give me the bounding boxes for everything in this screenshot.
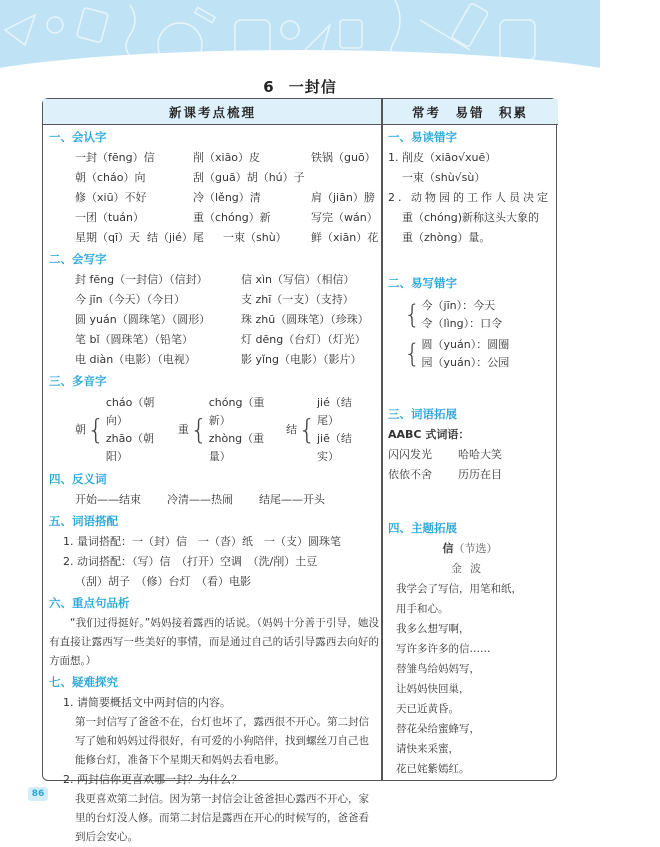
brace-icon: { [189,413,208,446]
page-number-badge: 86 [28,787,48,801]
list-item: 一封（fēng）信 削（xiāo）皮 铁锅（guō） [75,151,376,164]
lesson-number: 6 [263,78,275,96]
question: 1. 请简要概括文中两封信的内容。 [63,696,231,709]
section-heading: 四、主题拓展 [388,521,457,535]
list-item: 一团（tuán） 重（chóng）新 写完（wán） [75,211,378,224]
section-heading: 五、词语搭配 [49,514,118,528]
confusable-group: { 圆（yuán）：圆圈 园（yuán）：公园 [404,338,510,369]
poem-line: 替花朵给蜜蜂写， [396,723,480,735]
poem-line: 天已近黄昏。 [396,703,459,715]
question: 2. 两封信你更喜欢哪一封？为什么？ [63,773,242,786]
list-item: 封 fēng（一封信）（信封） 信 xìn（写信）（相信） [75,273,355,286]
poem-line: 替雏鸟给妈妈写， [396,663,480,675]
list-item: 电 diàn（电影）（电视） 影 yǐng（电影）（影片） [75,353,362,366]
column-divider [381,99,383,780]
section-heading: 一、易读错字 [388,130,457,144]
poem-line: 花已姹紫嫣红。 [396,763,470,775]
list-item: （刮）胡子 （修）台灯 （看）电影 [75,575,251,588]
list-item: 1. 量词搭配：一（封）信 一（沓）纸 一（支）圆珠笔 [63,535,341,548]
section-heading: 三、词语拓展 [388,407,457,421]
section-heading: 二、易写错字 [388,276,457,290]
list-item: 一束（shù√sù） [402,171,486,184]
section-heading: 一、会认字 [49,130,107,144]
list-item: 笔 bǐ（圆珠笔）（铅笔） 灯 dēng（台灯）（灯光） [75,333,366,346]
list-item: 2. 动词搭配：（写）信 （打开）空调 （洗/削）土豆 [63,555,318,568]
section-heading: 七、疑难探究 [49,675,118,689]
list-item: 重（zhòng）量。 [402,231,491,244]
list-item: 修（xiū）不好 冷（lěng）清 肩（jiān）膀 [75,191,375,204]
right-column [388,126,552,779]
list-item: 重（chóng)新称这头大象的 [402,211,539,224]
answer: 第一封信写了爸爸不在，台灯也坏了，露西很不开心。第二封信写了她和妈妈过得很好，有可爱的小狗陪伴，找到螺丝刀自己也能修台灯，准备下个星期天和妈妈去看电影。 [75,716,369,766]
list-item: 闪闪发光 哈哈大笑 [388,448,502,461]
polyphone-group: 朝 { cháo（朝向） zhāo（朝阳） 重 { chóng（重新） zhòng（重量） 结 { jié（结尾） jiē（结实） [75,396,352,463]
left-column [49,126,379,847]
brace-icon: { [404,300,421,330]
list-item: 开始——结束 冷清——热闹 结尾——开头 [75,493,325,506]
confusable-group: { 今（jīn）：今天 令（lìng）：口令 [404,299,503,330]
section-heading: 六、重点句品析 [49,596,130,610]
content-table [42,98,557,843]
brace-icon: { [87,413,105,446]
poem-line: 我学会了写信，用笔和纸， [396,583,522,595]
decorative-banner [0,0,600,80]
lesson-title: 一封信 [288,78,337,96]
list-item: 1. 削皮（xiāo√xuē） [388,151,497,164]
brace-icon: { [298,413,316,446]
poem-title: 信（节选） [442,542,498,555]
list-item: 依依不舍 历历在目 [388,468,502,481]
section-heading: 二、会写字 [49,252,107,266]
list-item: 今 jīn（今天）（今日） 支 zhī（一支）（支持） [75,293,354,306]
section-heading: 四、反义词 [49,472,107,486]
right-column-header: 常考 易错 积累 [382,99,558,125]
poem-line: 让妈妈快回巢， [396,683,470,695]
list-item: 朝（cháo）向 刮（guā）胡（hú）子 [75,171,305,184]
brace-icon: { [404,339,421,369]
analysis-paragraph: “我们过得挺好。”妈妈接着露西的话说。（妈妈十分善于引导，她没有直接让露西写一些美好的事情，而是通过自己的话引导露西去向好的方面想。） [49,617,379,667]
list-item: 2. 动物园的工作人员决定 [388,191,551,204]
poem-line: 写许多许多的信…… [396,643,491,655]
section-heading: 三、多音字 [49,374,107,388]
poem-author: 金波 [451,562,489,575]
list-item: 圆 yuán（圆珠笔）（圆形） 珠 zhū（圆珠笔）（珍珠） [75,313,369,326]
answer: 我更喜欢第二封信。因为第一封信会让爸爸担心露西不开心，家里的台灯没人修。而第二封信是露西在开心的时候写的，爸爸看到后会安心。 [75,793,369,843]
left-column-header: 新课考点梳理 [43,99,382,125]
poem-line: 用手和心。 [396,603,449,615]
poem-line: 我多么想写啊， [396,623,470,635]
list-item: 星期（qī）天 结（jié）尾 一束（shù） 鲜（xiān）花 [75,231,379,244]
poem-line: 请快来采蜜， [396,743,459,755]
page-title [0,76,600,97]
category-label: AABC 式词语： [388,428,470,441]
